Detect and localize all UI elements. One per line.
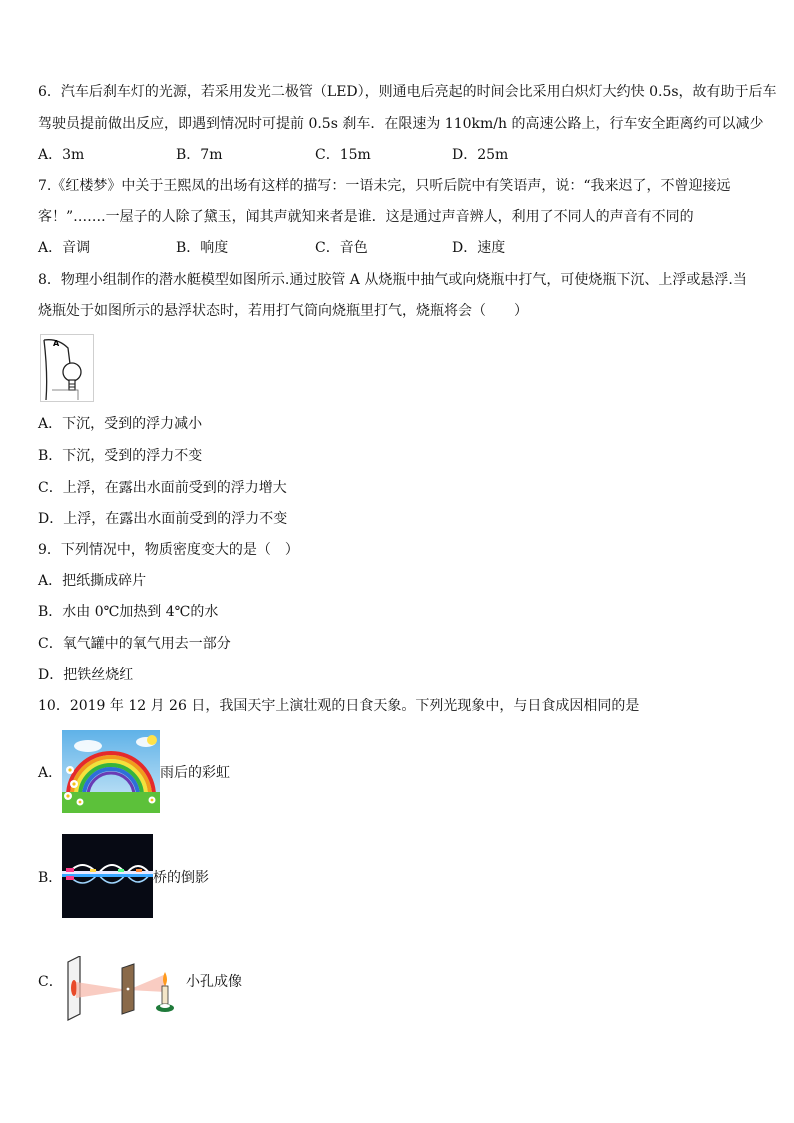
q9-option-d: D．把铁丝烧红 bbox=[38, 667, 134, 683]
q8-option-d: D．上浮，在露出水面前受到的浮力不变 bbox=[38, 511, 288, 527]
rainbow-image bbox=[62, 730, 160, 813]
q7-stem-line2: 客！”…….一屋子的人除了黛玉，闻其声就知来者是谁．这是通过声音辨人，利用了不同人的声音有不同的 bbox=[38, 209, 694, 225]
q9-option-c: C．氧气罐中的氧气用去一部分 bbox=[38, 636, 231, 652]
q10-option-a-letter: A． bbox=[38, 765, 63, 781]
q7-option-c: C．音色 bbox=[315, 240, 368, 256]
q9-option-a: A．把纸撕成碎片 bbox=[38, 573, 147, 589]
q7-option-b: B．响度 bbox=[176, 240, 229, 256]
q10-option-c-caption: 小孔成像 bbox=[186, 974, 242, 990]
q6-option-a: A．3m bbox=[38, 147, 85, 163]
submarine-model-figure bbox=[40, 334, 94, 402]
q8-option-a: A．下沉，受到的浮力减小 bbox=[38, 416, 203, 432]
q9-option-b: B．水由 0℃加热到 4℃的水 bbox=[38, 604, 219, 620]
q6-option-b: B．7m bbox=[176, 147, 223, 163]
q10-option-b-letter: B． bbox=[38, 870, 63, 886]
q7-option-a: A．音调 bbox=[38, 240, 91, 256]
q6-option-d: D．25m bbox=[452, 147, 509, 163]
q8-stem-line1: 8．物理小组制作的潜水艇模型如图所示.通过胶管 A 从烧瓶中抽气或向烧瓶中打气，可使烧瓶下沉、上浮或悬浮.当 bbox=[38, 272, 747, 288]
bridge-reflection-image bbox=[62, 834, 153, 918]
figure-label-a: A bbox=[53, 339, 60, 348]
q10-option-a-caption: 雨后的彩虹 bbox=[160, 765, 230, 781]
q8-stem-line2: 烧瓶处于如图所示的悬浮状态时，若用打气筒向烧瓶里打气，烧瓶将会（ ） bbox=[38, 303, 528, 319]
q8-option-c: C．上浮，在露出水面前受到的浮力增大 bbox=[38, 480, 287, 496]
q10-option-c-letter: C． bbox=[38, 974, 63, 990]
q10-stem: 10．2019 年 12 月 26 日，我国天宇上演壮观的日食天象。下列光现象中，与日食成因相同的是 bbox=[38, 698, 640, 714]
q6-stem-line1: 6．汽车后刹车灯的光源，若采用发光二极管（LED），则通电后亮起的时间会比采用白炽灯大约快 0.5s，故有助于后车 bbox=[38, 84, 777, 100]
q9-stem: 9．下列情况中，物质密度变大的是（ ） bbox=[38, 542, 299, 558]
q8-option-b: B．下沉，受到的浮力不变 bbox=[38, 448, 203, 464]
pinhole-camera-diagram bbox=[62, 956, 180, 1022]
flask-diagram-icon bbox=[40, 334, 94, 402]
q6-stem-line2: 驾驶员提前做出反应，即遇到情况时可提前 0.5s 刹车．在限速为 110km/h 的高速公路上，行车安全距离约可以减少 bbox=[38, 116, 764, 132]
q7-stem-line1: 7.《红楼梦》中关于王熙凤的出场有这样的描写：一语未完，只听后院中有笑语声，说：“我来迟了，不曾迎接远 bbox=[38, 178, 731, 194]
q10-option-b-caption: 桥的倒影 bbox=[153, 870, 209, 886]
q6-option-c: C．15m bbox=[315, 147, 371, 163]
q7-option-d: D．速度 bbox=[452, 240, 506, 256]
